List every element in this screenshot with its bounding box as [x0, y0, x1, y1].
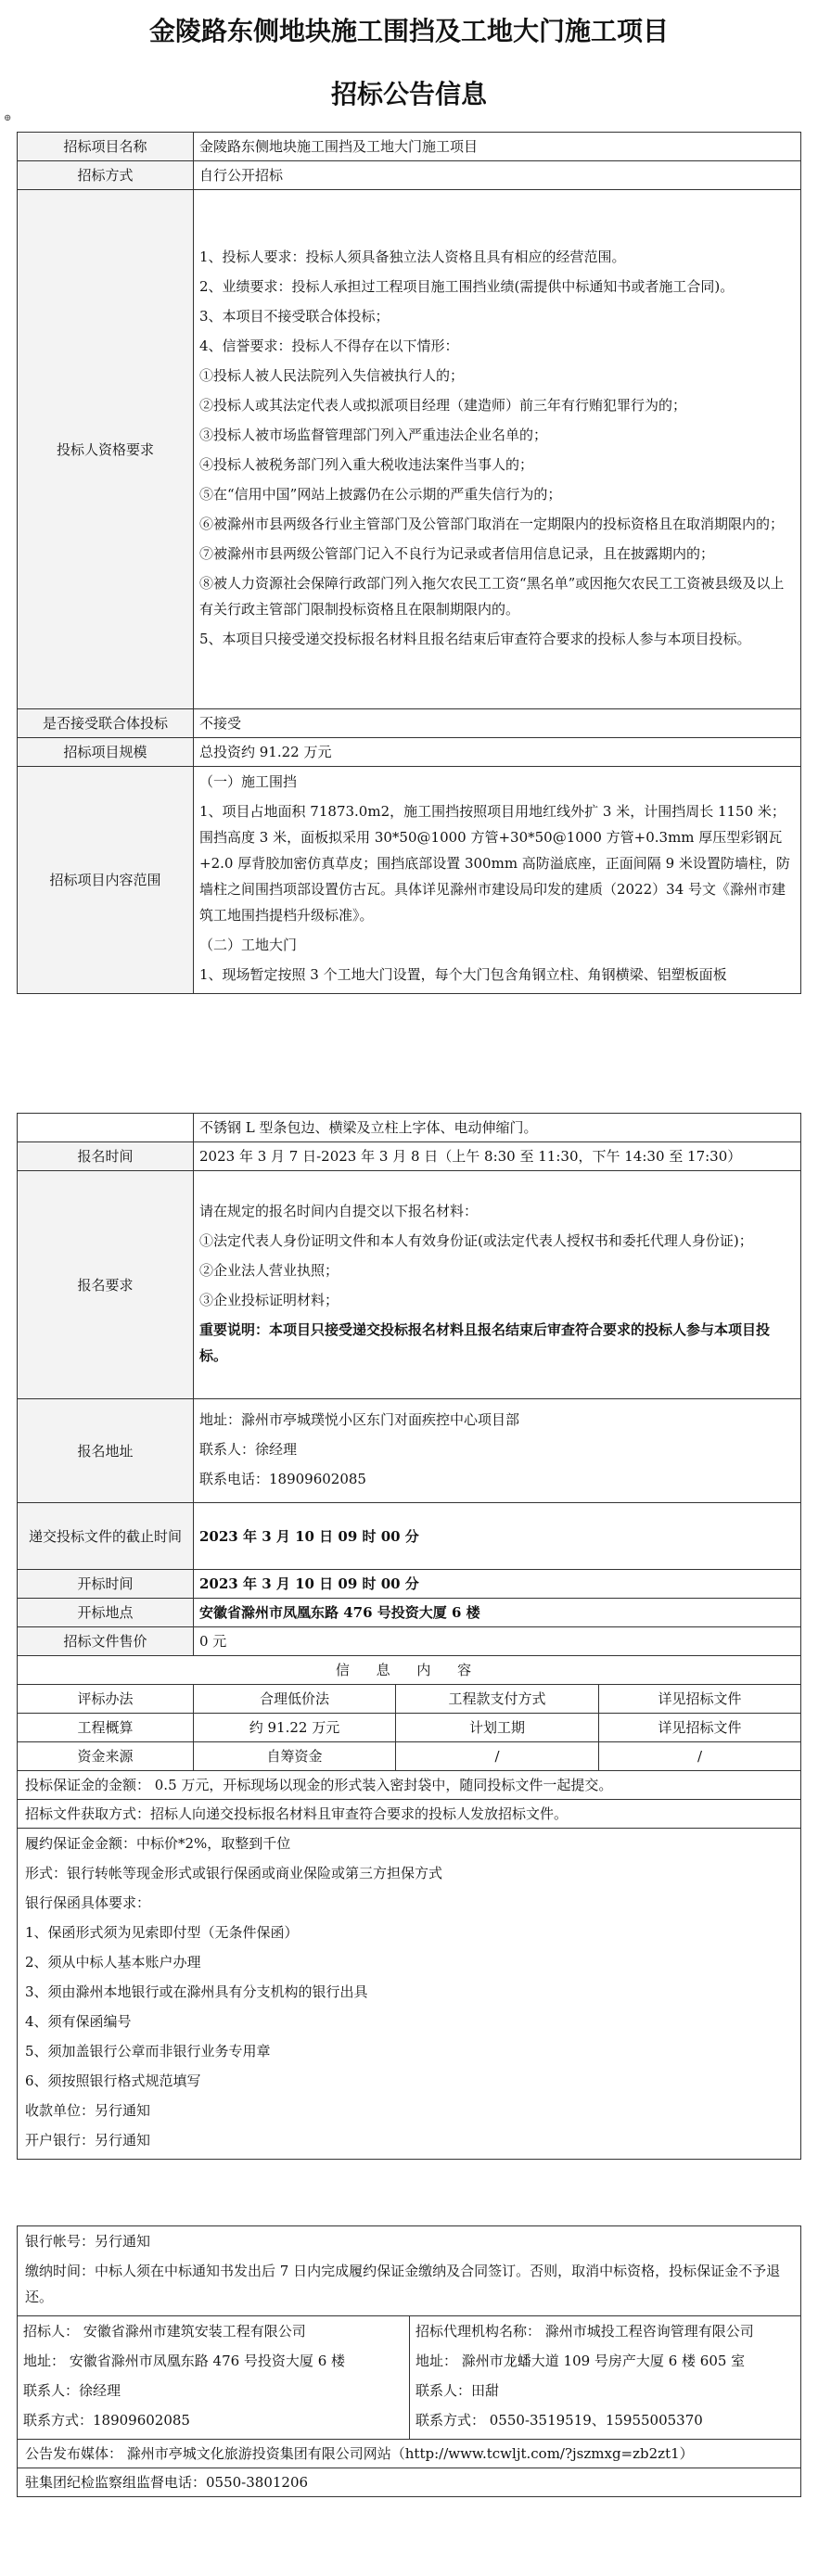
tenderer-contact: [18, 2316, 410, 2440]
table-row: [18, 1771, 801, 1800]
qual-item: 4、信誉要求：投标人不得存在以下情形：: [199, 337, 459, 354]
performance-bond-continued: [18, 2226, 801, 2316]
agent-contact: [410, 2316, 801, 2440]
reg-addr-line: 联系人：徐经理: [199, 1440, 298, 1458]
table-row: [18, 1800, 801, 1829]
perf-line: 2、须从中标人基本账户办理: [25, 1954, 201, 1970]
scope-item: （一）施工围挡: [199, 773, 298, 790]
qual-item: ②投标人或其法定代表人或拟派项目经理（建造师）前三年有行贿犯罪行为的；: [199, 396, 687, 414]
contact-line: 联系人：田甜: [415, 2382, 500, 2399]
info-cell: 自筹资金: [194, 1742, 396, 1771]
qual-item: 5、本项目只接受递交投标报名材料且报名结束后审查符合要求的投标人参与本项目投标。: [199, 630, 751, 647]
qual-item: ④投标人被税务部门列入重大税收违法案件当事人的；: [199, 455, 534, 473]
perf-line: 缴纳时间：中标人须在中标通知书发出后 7 日内完成履约保证金缴纳及合同签订。否则，取消中标资格，投标保证金不予退还。: [25, 2263, 781, 2305]
scale-label: 招标项目规模: [18, 738, 194, 767]
qual-item: ⑥被滁州市县两级各行业主管部门及公管部门取消在一定期限内的投标资格且在取消期限内的；: [199, 515, 785, 532]
table-row: [18, 2226, 801, 2316]
reg-req-item: ①法定代表人身份证明文件和本人有效身份证(或法定代表人授权书和委托代理人身份证)；: [199, 1231, 753, 1249]
perf-line: 形式：银行转帐等现金形式或银行保函或商业保险或第三方担保方式: [25, 1865, 443, 1881]
reg-req-content: [194, 1171, 801, 1399]
method-value: 自行公开招标: [194, 161, 801, 190]
method-label: 招标方式: [18, 161, 194, 190]
perf-line: 收款单位：另行通知: [25, 2102, 151, 2119]
perf-line: 银行帐号：另行通知: [25, 2233, 151, 2250]
contact-line: 招标人： 安徽省滁州市建筑安装工程有限公司: [23, 2323, 306, 2340]
doc-obtain-text: 招标文件获取方式：招标人向递交投标报名材料且审查符合要求的投标人发放招标文件。: [18, 1800, 801, 1829]
info-header: 信 息 内 容: [18, 1656, 801, 1685]
document-title: 金陵路东侧地块施工围挡及工地大门施工项目: [148, 16, 669, 46]
tender-info-table-part3: [17, 2225, 801, 2497]
tender-info-table-part2: [17, 1113, 801, 2160]
table-row: [18, 1503, 801, 1570]
perf-line: 履约保证金金额：中标价*2%，取整到千位: [25, 1835, 291, 1852]
table-row: [18, 1829, 801, 2160]
qual-item: 1、投标人要求：投标人须具备独立法人资格且具有相应的经营范围。: [199, 248, 626, 265]
table-row: [18, 2468, 801, 2497]
open-time-value: 2023 年 3 月 10 日 09 时 00 分: [194, 1570, 801, 1599]
perf-line: 3、须由滁州本地银行或在滁州具有分支机构的银行出具: [25, 1983, 368, 2000]
contact-line: 联系方式：18909602085: [23, 2412, 190, 2429]
price-label: 招标文件售价: [18, 1627, 194, 1656]
table-row: [18, 1399, 801, 1503]
reg-addr-label: 报名地址: [18, 1399, 194, 1503]
info-cell: 详见招标文件: [599, 1714, 801, 1742]
open-time-label: 开标时间: [18, 1570, 194, 1599]
reg-addr-line: 地址：滁州市亭城璞悦小区东门对面疾控中心项目部: [199, 1410, 520, 1428]
table-row: [18, 2440, 801, 2468]
reg-addr-line: 联系电话：18909602085: [199, 1470, 366, 1487]
table-row: [18, 1656, 801, 1685]
perf-line: 开户银行：另行通知: [25, 2132, 151, 2149]
table-row: [18, 1570, 801, 1599]
contact-line: 地址： 滁州市龙蟠大道 109 号房产大厦 6 楼 605 室: [415, 2353, 746, 2369]
table-row: [18, 1742, 801, 1771]
table-move-handle-icon[interactable]: ⊕: [4, 113, 12, 123]
table-row: [18, 1685, 801, 1714]
qualification-content: [194, 190, 801, 709]
project-name-label: 招标项目名称: [18, 133, 194, 161]
info-cell: 合理低价法: [194, 1685, 396, 1714]
info-cell: /: [599, 1742, 801, 1771]
qual-item: ①投标人被人民法院列入失信被执行人的；: [199, 366, 465, 384]
table-row: [18, 1114, 801, 1142]
perf-line: 银行保函具体要求：: [25, 1894, 151, 1911]
reg-req-label: 报名要求: [18, 1171, 194, 1399]
deposit-text: 投标保证金的金额： 0.5 万元，开标现场以现金的形式装入密封袋中，随同投标文件一起提交。: [18, 1771, 801, 1800]
table-row: [18, 1714, 801, 1742]
open-place-label: 开标地点: [18, 1599, 194, 1627]
qual-item: ③投标人被市场监督管理部门列入严重违法企业名单的；: [199, 426, 548, 443]
joint-bid-value: 不接受: [194, 709, 801, 738]
qualification-label: 投标人资格要求: [18, 190, 194, 709]
contact-line: 招标代理机构名称： 滁州市城投工程咨询管理有限公司: [415, 2323, 754, 2340]
reg-req-item: 请在规定的报名时间内自提交以下报名材料：: [199, 1202, 479, 1219]
table-row: [18, 133, 801, 161]
submit-deadline-value: 2023 年 3 月 10 日 09 时 00 分: [194, 1503, 801, 1570]
reg-time-label: 报名时间: [18, 1142, 194, 1171]
document-subtitle: 招标公告信息: [330, 79, 487, 109]
info-cell: 工程款支付方式: [396, 1685, 599, 1714]
scope-item: 1、现场暂定按照 3 个工地大门设置，每个大门包含角钢立柱、角钢横梁、铝塑板面板: [199, 966, 727, 983]
table-row: [18, 767, 801, 994]
contact-line: 联系人：徐经理: [23, 2382, 121, 2399]
table-row: [18, 161, 801, 190]
table-row: [18, 709, 801, 738]
perf-line: 6、须按照银行格式规范填写: [25, 2072, 201, 2089]
qual-item: ⑧被人力资源社会保障行政部门列入拖欠农民工工资“黑名单”或因拖欠农民工工资被县级及以上有关行政主管部门限制投标资格且在限制期限内的。: [199, 574, 785, 618]
perf-line: 4、须有保函编号: [25, 2013, 132, 2030]
scale-value: 总投资约 91.22 万元: [194, 738, 801, 767]
scope-item: 1、项目占地面积 71873.0m2，施工围挡按照项目用地红线外扩 3 米，计围挡周长 1150 米；围挡高度 3 米，面板拟采用 30*50@1000 方管+30*50@1000 方管+0.3mm 厚压型彩钢瓦+2.0 厚背胶加密仿真草皮；围挡底部设置 300mm 高防溢底座，正面间隔 9 米设置防墙柱，防墙柱之间围挡项部设置仿古瓦。具体详见滁州市建设局印发的建质（2022）34 号文《滁州市建筑工地围挡提档升级标准》。: [199, 803, 790, 924]
info-cell: 计划工期: [396, 1714, 599, 1742]
scope-content: [194, 767, 801, 994]
contact-line: 地址： 安徽省滁州市凤凰东路 476 号投资大厦 6 楼: [23, 2353, 346, 2369]
table-row: [18, 1142, 801, 1171]
info-cell: 详见招标文件: [599, 1685, 801, 1714]
info-cell: 评标办法: [18, 1685, 194, 1714]
table-row: [18, 1627, 801, 1656]
qual-item: 2、业绩要求：投标人承担过工程项目施工围挡业绩(需提供中标通知书或者施工合同)。: [199, 277, 735, 295]
table-row: [18, 190, 801, 709]
project-name-value: 金陵路东侧地块施工围挡及工地大门施工项目: [194, 133, 801, 161]
reg-req-item: ③企业投标证明材料；: [199, 1291, 339, 1308]
perf-line: 1、保函形式须为见索即付型（无条件保函）: [25, 1924, 299, 1941]
info-cell: /: [396, 1742, 599, 1771]
info-cell: 工程概算: [18, 1714, 194, 1742]
perf-line: 5、须加盖银行公章而非银行业务专用章: [25, 2043, 271, 2060]
reg-time-value: 2023 年 3 月 7 日-2023 年 3 月 8 日（上午 8:30 至 11:30，下午 14:30 至 17:30）: [194, 1142, 801, 1171]
tender-info-table-part1: [17, 132, 801, 994]
table-row: [18, 1171, 801, 1399]
performance-bond-content: [18, 1829, 801, 2160]
info-cell: 约 91.22 万元: [194, 1714, 396, 1742]
qual-item: ⑦被滁州市县两级公管部门记入不良行为记录或者信用信息记录，且在披露期内的；: [199, 544, 715, 562]
qual-item: ⑤在“信用中国”网站上披露仍在公示期的严重失信行为的；: [199, 485, 562, 503]
contact-line: 联系方式： 0550-3519519、15955005370: [415, 2412, 703, 2429]
table-row: [18, 1599, 801, 1627]
qual-item: 3、本项目不接受联合体投标；: [199, 307, 390, 325]
table-row: [18, 2316, 801, 2440]
info-cell: 资金来源: [18, 1742, 194, 1771]
open-place-value: 安徽省滁州市凤凰东路 476 号投资大厦 6 楼: [194, 1599, 801, 1627]
joint-bid-label: 是否接受联合体投标: [18, 709, 194, 738]
reg-req-item: ②企业法人营业执照；: [199, 1261, 339, 1279]
table-row: [18, 738, 801, 767]
reg-addr-content: [194, 1399, 801, 1503]
supervise-phone: 驻集团纪检监察组监督电话：0550-3801206: [18, 2468, 801, 2497]
submit-deadline-label: 递交投标文件的截止时间: [18, 1503, 194, 1570]
scope-label: 招标项目内容范围: [18, 767, 194, 994]
scope-continued: 不锈钢 L 型条包边、横梁及立柱上字体、电动伸缩门。: [194, 1114, 801, 1142]
publish-media: 公告发布媒体： 滁州市亭城文化旅游投资集团有限公司网站（http://www.tcwljt.com/?jszmxg=zb2zt1）: [18, 2440, 801, 2468]
price-value: 0 元: [194, 1627, 801, 1656]
scope-item: （二）工地大门: [199, 937, 298, 953]
reg-req-important: 重要说明：本项目只接受递交投标报名材料且报名结束后审查符合要求的投标人参与本项目投标。: [199, 1320, 771, 1364]
